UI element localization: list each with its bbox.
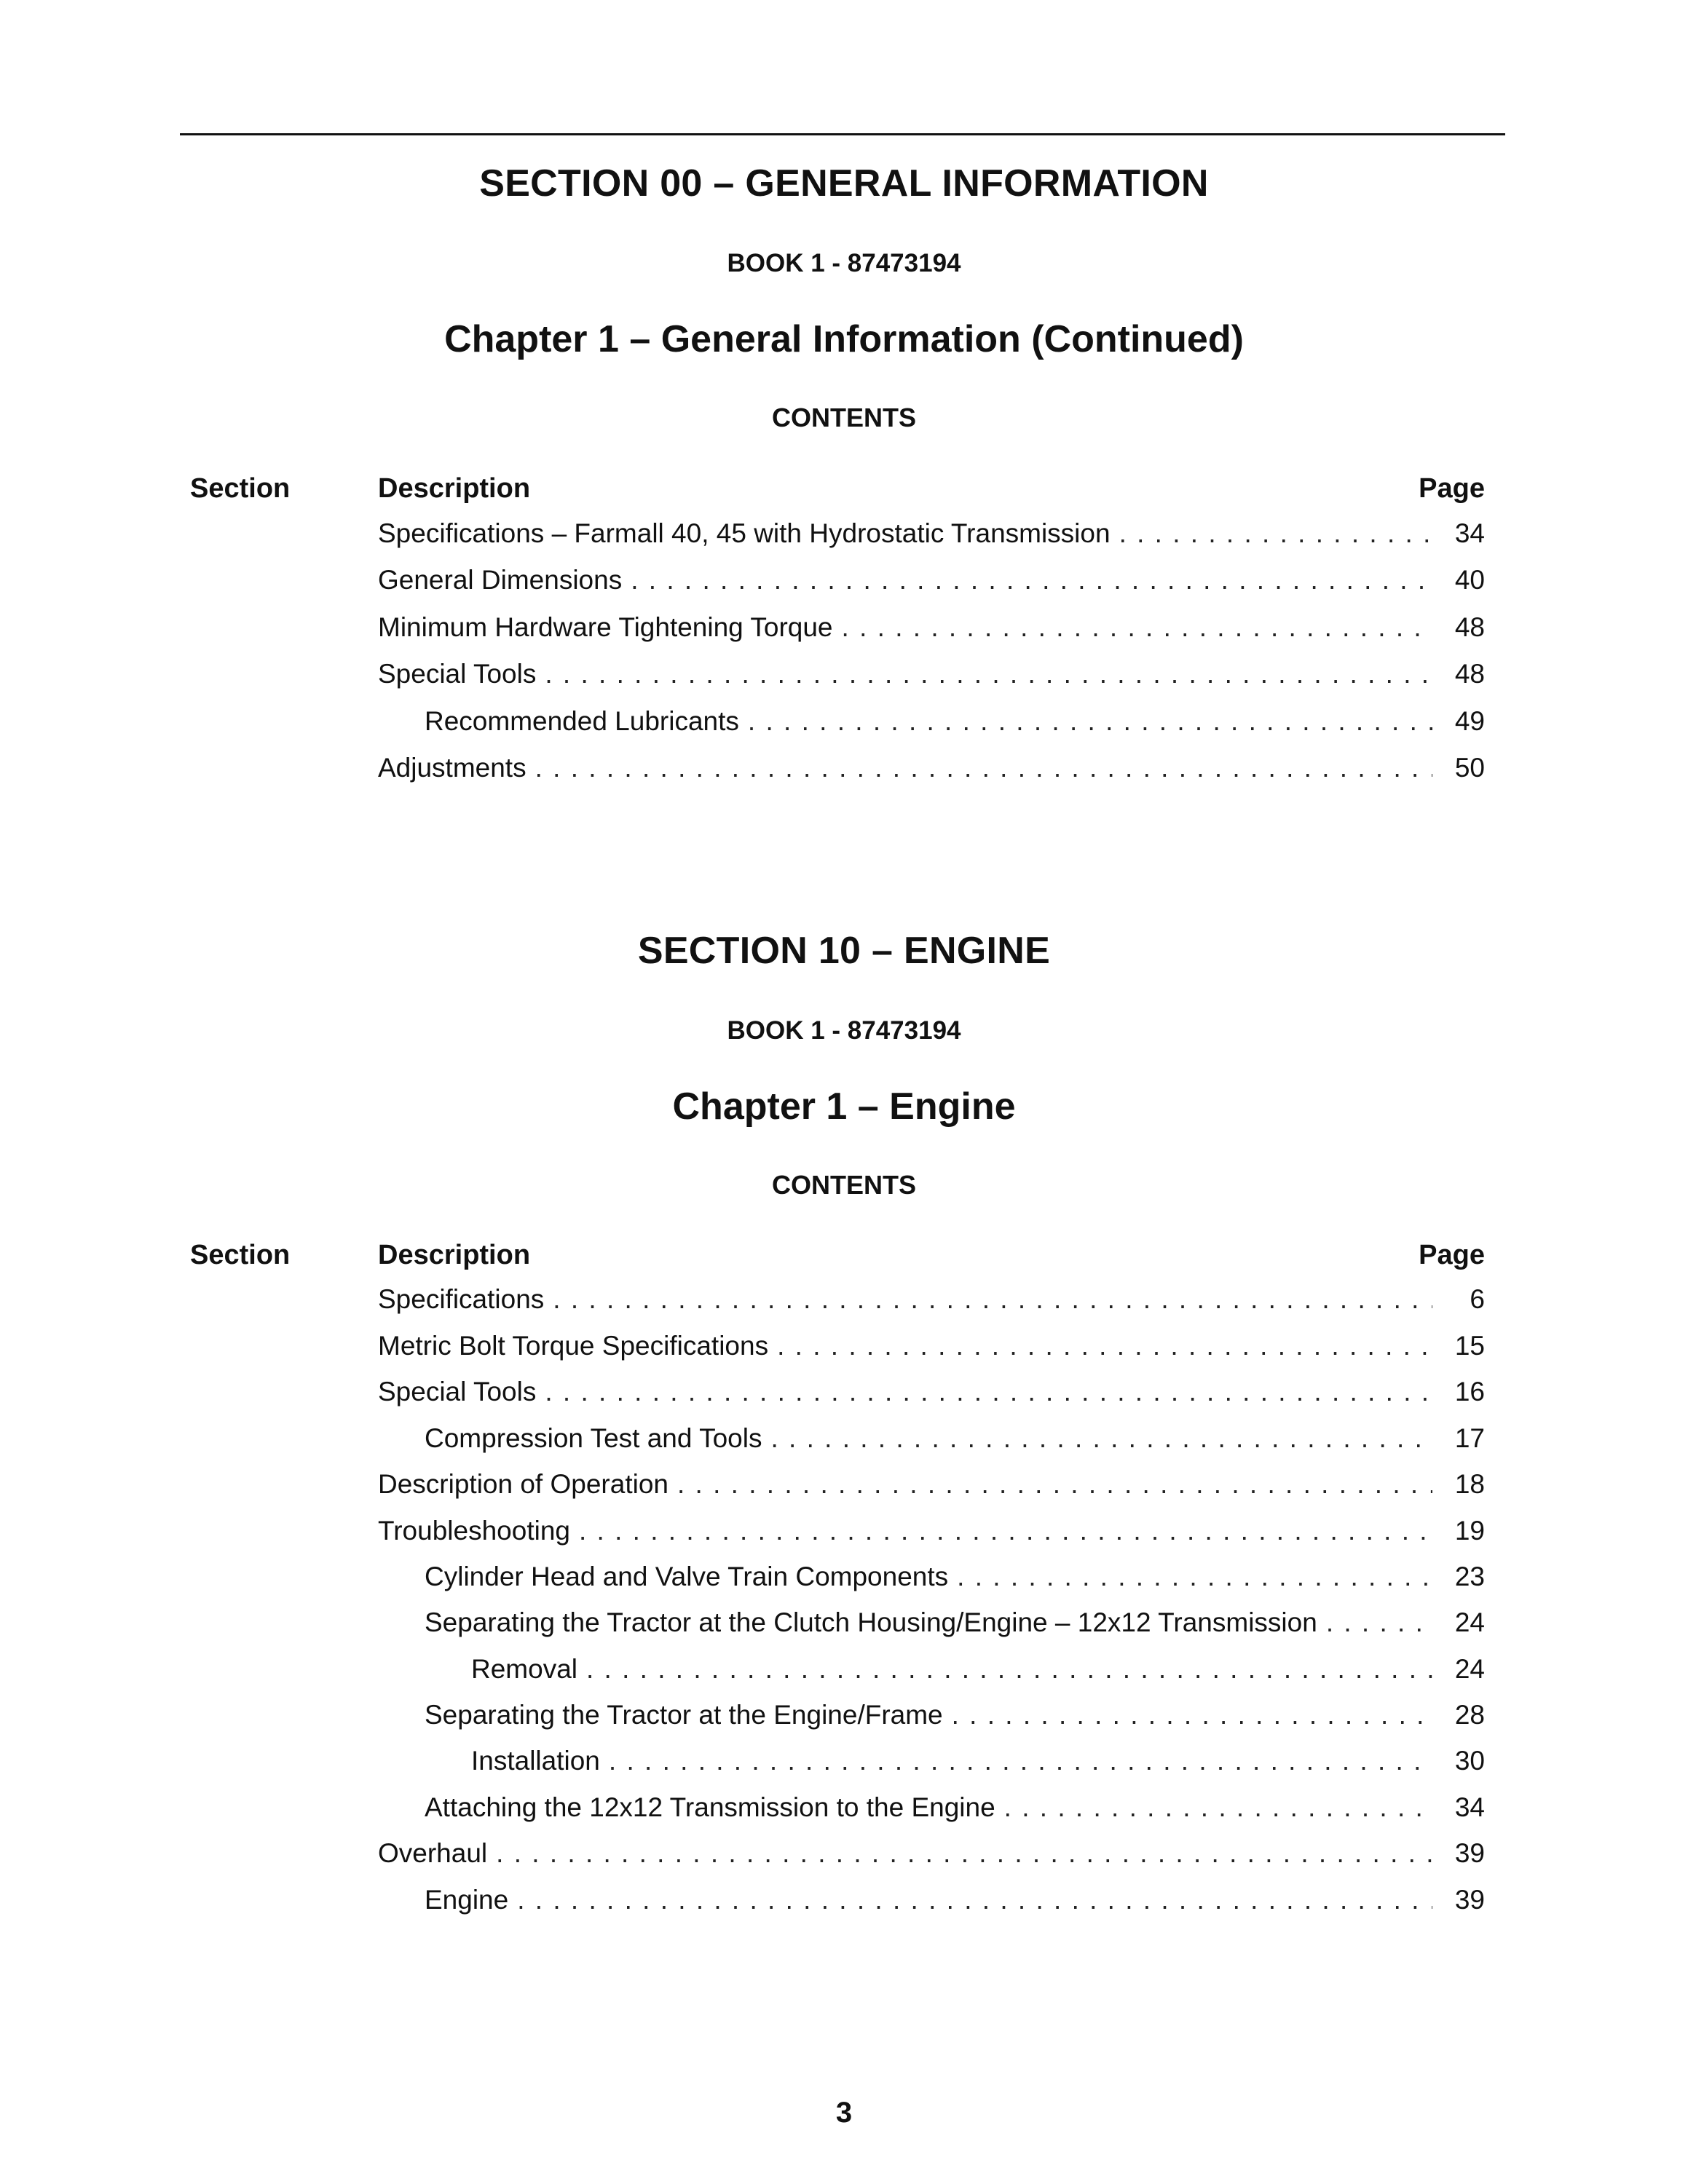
toc-entry-title: Separating the Tractor at the Engine/Frame <box>425 1700 943 1730</box>
dot-leader <box>1326 1607 1432 1638</box>
toc-entry[interactable] <box>378 565 1485 600</box>
toc-entry-title: Recommended Lubricants <box>425 706 739 736</box>
toc-entry[interactable] <box>378 1284 1485 1319</box>
toc-entry-page: 24 <box>1454 1607 1485 1637</box>
dot-leader <box>609 1746 1432 1776</box>
toc-entry[interactable] <box>425 1423 1485 1458</box>
toc-entry-title: Installation <box>471 1746 600 1776</box>
dot-leader <box>677 1469 1432 1500</box>
toc-entry-title: Cylinder Head and Valve Train Components <box>425 1562 949 1591</box>
toc-entry-title: Minimum Hardware Tightening Torque <box>378 612 833 642</box>
toc-entry-page: 34 <box>1454 1792 1485 1822</box>
toc-entry-title: Special Tools <box>378 1377 537 1406</box>
toc-entry-page: 19 <box>1454 1516 1485 1546</box>
toc-entry[interactable] <box>378 518 1485 553</box>
toc-entry-page: 17 <box>1454 1423 1485 1453</box>
toc-entry[interactable] <box>378 1331 1485 1366</box>
dot-leader <box>748 706 1432 737</box>
toc-entry-page: 6 <box>1470 1284 1485 1314</box>
toc-entry-page: 39 <box>1454 1885 1485 1915</box>
toc-entry-title: Overhaul <box>378 1838 488 1868</box>
toc-entry-page: 40 <box>1454 565 1485 595</box>
toc-entry-page: 30 <box>1454 1746 1485 1776</box>
book-number: BOOK 1 - 87473194 <box>727 249 961 277</box>
toc-entry-page: 49 <box>1454 706 1485 736</box>
toc-entry-title: Description of Operation <box>378 1469 669 1499</box>
toc-entry-title: Special Tools <box>378 659 537 689</box>
toc-entry-page: 16 <box>1454 1377 1485 1406</box>
section-title: SECTION 10 – ENGINE <box>637 930 1051 972</box>
toc-entry-title: Specifications – Farmall 40, 45 with Hydrostatic Transmission <box>378 518 1111 548</box>
toc-entry[interactable] <box>378 1469 1485 1504</box>
contents-heading: CONTENTS <box>772 1170 916 1200</box>
toc-entry-page: 50 <box>1454 753 1485 783</box>
column-header-page: Page <box>1419 473 1485 504</box>
toc-entry-title: Attaching the 12x12 Transmission to the Engine <box>425 1792 995 1822</box>
toc-entry-page: 39 <box>1454 1838 1485 1868</box>
dot-leader <box>545 659 1432 689</box>
column-header-description: Description <box>378 473 531 504</box>
dot-leader <box>842 612 1432 643</box>
dot-leader <box>545 1377 1432 1407</box>
toc-entry-page: 24 <box>1454 1654 1485 1684</box>
toc-entry-page: 18 <box>1454 1469 1485 1499</box>
toc-entry[interactable] <box>378 612 1485 647</box>
toc-entry-title: Specifications <box>378 1284 545 1314</box>
toc-entry-title: Adjustments <box>378 753 526 783</box>
dot-leader <box>1119 518 1432 549</box>
toc-entry-title: Troubleshooting <box>378 1516 570 1546</box>
toc-entry-page: 34 <box>1454 518 1485 548</box>
column-header-section: Section <box>190 473 291 504</box>
dot-leader <box>1004 1792 1432 1823</box>
dot-leader <box>517 1885 1432 1915</box>
dot-leader <box>553 1284 1432 1315</box>
toc-entry-title: General Dimensions <box>378 565 623 595</box>
top-rule <box>180 133 1505 135</box>
column-header-description: Description <box>378 1240 531 1270</box>
chapter-title: Chapter 1 – Engine <box>672 1085 1016 1128</box>
section-title: SECTION 00 – GENERAL INFORMATION <box>479 162 1209 205</box>
toc-entry-page: 48 <box>1454 659 1485 689</box>
toc-entry[interactable] <box>378 753 1485 788</box>
toc-entry[interactable] <box>425 1607 1485 1642</box>
dot-leader <box>631 565 1432 596</box>
dot-leader <box>777 1331 1432 1361</box>
toc-entry-page: 15 <box>1454 1331 1485 1361</box>
toc-entry-page: 23 <box>1454 1562 1485 1591</box>
toc-entry-title: Compression Test and Tools <box>425 1423 762 1453</box>
toc-entry-title: Engine <box>425 1885 509 1915</box>
dot-leader <box>579 1516 1432 1546</box>
toc-entry[interactable] <box>378 659 1485 694</box>
toc-entry-title: Separating the Tractor at the Clutch Housing/Engine – 12x12 Transmission <box>425 1607 1317 1637</box>
toc-entry[interactable] <box>425 1885 1485 1920</box>
toc-entry[interactable] <box>425 1700 1485 1735</box>
toc-entry[interactable] <box>425 1562 1485 1597</box>
toc-entry[interactable] <box>471 1654 1485 1689</box>
toc-entry[interactable] <box>378 1516 1485 1551</box>
toc-entry-title: Removal <box>471 1654 577 1684</box>
toc-entry-title: Metric Bolt Torque Specifications <box>378 1331 769 1361</box>
toc-entry[interactable] <box>378 1377 1485 1412</box>
dot-leader <box>770 1423 1432 1454</box>
dot-leader <box>496 1838 1432 1869</box>
page-number: 3 <box>835 2097 853 2129</box>
column-header-section: Section <box>190 1240 291 1270</box>
toc-entry[interactable] <box>378 1838 1485 1873</box>
dot-leader <box>957 1562 1432 1592</box>
toc-entry-page: 48 <box>1454 612 1485 642</box>
toc-entry[interactable] <box>425 1792 1485 1827</box>
contents-heading: CONTENTS <box>772 403 916 432</box>
toc-entry-page: 28 <box>1454 1700 1485 1730</box>
book-number: BOOK 1 - 87473194 <box>727 1016 961 1045</box>
dot-leader <box>952 1700 1432 1730</box>
chapter-title: Chapter 1 – General Information (Continued) <box>444 318 1244 360</box>
toc-entry[interactable] <box>471 1746 1485 1781</box>
dot-leader <box>586 1654 1432 1685</box>
toc-entry[interactable] <box>425 706 1485 741</box>
column-header-page: Page <box>1419 1240 1485 1270</box>
dot-leader <box>535 753 1432 783</box>
